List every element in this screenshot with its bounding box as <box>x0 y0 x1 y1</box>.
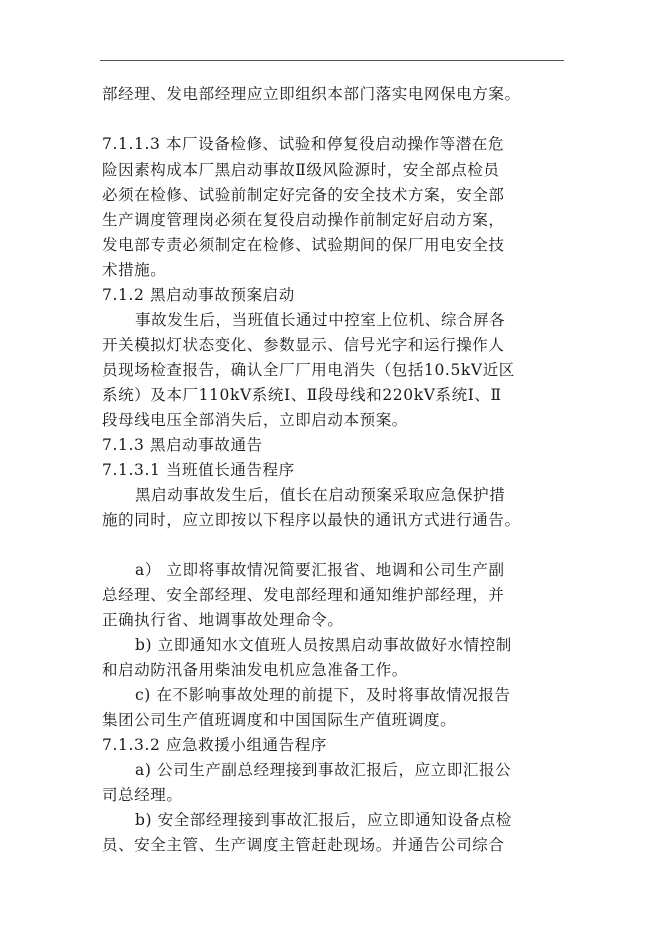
list-item: c) 在不影响事故处理的前提下，及时将事故情况报告 <box>135 686 511 704</box>
text-line: 正确执行省、地调事故处理命令。 <box>102 611 344 629</box>
text-line: 施的同时，应立即按以下程序以最快的通讯方式进行通告。 <box>102 511 521 529</box>
list-item: b) 立即通知水文值班人员按黑启动事故做好水情控制 <box>135 636 512 654</box>
text-line: 员现场检查报告，确认全厂厂用电消失（包括10.5kV近区 <box>102 361 515 379</box>
text-line: 黑启动事故发生后，值长在启动预案采取应急保护措 <box>135 486 506 504</box>
text-line: 司总经理。 <box>102 786 183 804</box>
section-heading: 7.1.2 黑启动事故预案启动 <box>102 286 295 304</box>
text-line: 开关模拟灯状态变化、参数显示、信号光字和运行操作人 <box>102 336 505 354</box>
list-item: a） 立即将事故情况简要汇报省、地调和公司生产副 <box>135 561 505 579</box>
section-heading: 7.1.3.2 应急救援小组通告程序 <box>102 736 327 754</box>
text-line: 险因素构成本厂黑启动事故Ⅱ级风险源时，安全部点检员 <box>102 161 500 179</box>
header-rule <box>100 60 564 61</box>
text-line: 员、安全主管、生产调度主管赶赴现场。并通告公司综合 <box>102 836 505 854</box>
text-line: 集团公司生产值班调度和中国国际生产值班调度。 <box>102 711 457 729</box>
text-line: 和启动防汛备用柴油发电机应急准备工作。 <box>102 661 408 679</box>
section-heading: 7.1.3 黑启动事故通告 <box>102 436 263 454</box>
text-line: 总经理、安全部经理、发电部经理和通知维护部经理，并 <box>102 586 505 604</box>
text-line: 系统）及本厂110kV系统Ⅰ、Ⅱ段母线和220kV系统Ⅰ、Ⅱ <box>102 386 502 404</box>
text-line: 术措施。 <box>102 261 167 279</box>
text-line: 事故发生后，当班值长通过中控室上位机、综合屏各 <box>135 311 506 329</box>
text-line: 部经理、发电部经理应立即组织本部门落实电网保电方案。 <box>102 85 521 103</box>
text-line: 段母线电压全部消失后，立即启动本预案。 <box>102 411 408 429</box>
list-item: b) 安全部经理接到事故汇报后，应立即通知设备点检 <box>135 811 512 829</box>
text-line: 发电部专责必须制定在检修、试验期间的保厂用电安全技 <box>102 236 505 254</box>
text-line: 生产调度管理岗必须在复役启动操作前制定好启动方案， <box>102 211 505 229</box>
list-item: a) 公司生产副总经理接到事故汇报后，应立即汇报公 <box>135 761 512 779</box>
section-heading: 7.1.1.3 本厂设备检修、试验和停复役启动操作等潜在危 <box>102 135 505 153</box>
section-heading: 7.1.3.1 当班值长通告程序 <box>102 461 295 479</box>
text-line: 必须在检修、试验前制定好完备的安全技术方案，安全部 <box>102 186 505 204</box>
